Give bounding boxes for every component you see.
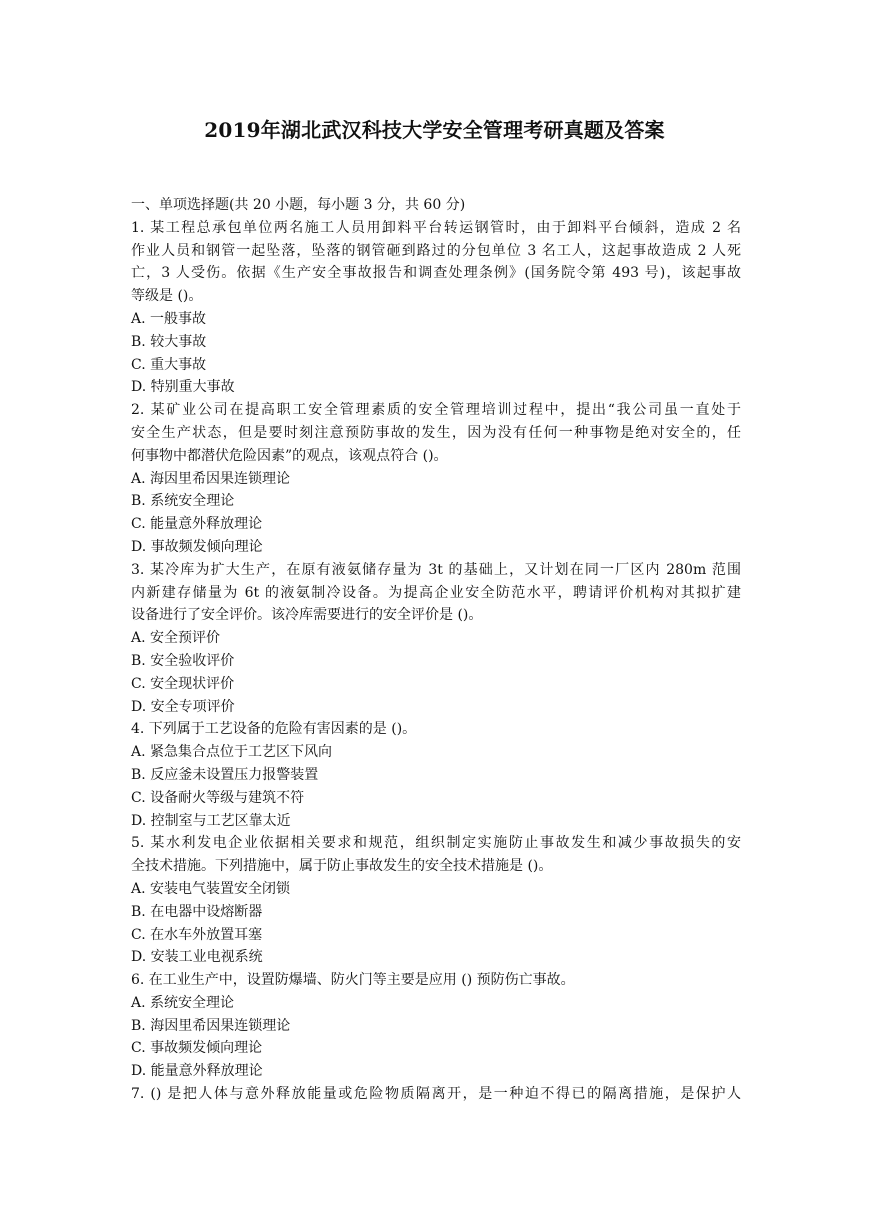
question-2-option-b: B. 系统安全理论 xyxy=(131,493,235,510)
question-4-option-d: D. 控制室与工艺区靠太近 xyxy=(131,812,291,829)
question-3-option-d: D. 安全专项评价 xyxy=(131,698,235,715)
question-6-line-1: 6. 在工业生产中，设置防爆墙、防火门等主要是应用 () 预防伤亡事故。 xyxy=(131,972,575,989)
question-6-option-c: C. 事故频发倾向理论 xyxy=(131,1040,263,1057)
question-5-option-d: D. 安装工业电视系统 xyxy=(131,949,263,966)
question-5-line-1: 5. 某水利发电企业依据相关要求和规范，组织制定实施防止事故发生和减少事故损失的安 xyxy=(131,835,741,852)
question-3-option-c: C. 安全现状评价 xyxy=(131,675,235,692)
question-6-option-b: B. 海因里希因果连锁理论 xyxy=(131,1017,291,1034)
question-3-option-b: B. 安全验收评价 xyxy=(131,652,235,669)
question-2-line-2: 安全生产状态，但是要时刻注意预防事故的发生，因为没有任何一种事物是绝对安全的，任 xyxy=(131,424,741,441)
question-4-option-b: B. 反应釜未设置压力报警装置 xyxy=(131,766,319,783)
document-body xyxy=(131,194,741,1106)
document-title: 2019年湖北武汉科技大学安全管理考研真题及答案 xyxy=(204,118,665,142)
question-3-line-3: 设备进行了安全评价。该冷库需要进行的安全评价是 ()。 xyxy=(131,607,483,624)
question-7-line-1: 7. () 是把人体与意外释放能量或危险物质隔离开，是一种迫不得已的隔离措施，是保护人 xyxy=(131,1086,741,1103)
question-2-line-1: 2. 某矿业公司在提高职工安全管理素质的安全管理培训过程中，提出“我公司虽一直处于 xyxy=(131,402,741,419)
question-4-line-1: 4. 下列属于工艺设备的危险有害因素的是 ()。 xyxy=(131,721,417,738)
question-5-line-2: 全技术措施。下列措施中，属于防止事故发生的安全技术措施是 ()。 xyxy=(131,858,553,875)
question-6-option-a: A. 系统安全理论 xyxy=(131,994,235,1011)
question-1-option-a: A. 一般事故 xyxy=(131,310,207,327)
question-6-option-d: D. 能量意外释放理论 xyxy=(131,1063,263,1080)
question-1-line-1: 1. 某工程总承包单位两名施工人员用卸料平台转运钢管时，由于卸料平台倾斜，造成 2 名 xyxy=(131,219,741,236)
question-1-line-2: 作业人员和钢管一起坠落，坠落的钢管砸到路过的分包单位 3 名工人，这起事故造成 2 人死 xyxy=(131,242,741,259)
question-3-line-2: 内新建存储量为 6t 的液氨制冷设备。为提高企业安全防范水平，聘请评价机构对其拟扩建 xyxy=(131,584,741,601)
question-2-option-c: C. 能量意外释放理论 xyxy=(131,516,263,533)
question-1-line-3: 亡，3 人受伤。依据《生产安全事故报告和调查处理条例》(国务院令第 493 号)，该起事故 xyxy=(131,265,741,282)
question-4-option-a: A. 紧急集合点位于工艺区下风向 xyxy=(131,744,333,761)
question-5-option-c: C. 在水车外放置耳塞 xyxy=(131,926,263,943)
question-3-option-a: A. 安全预评价 xyxy=(131,630,221,647)
question-1-option-c: C. 重大事故 xyxy=(131,356,207,373)
question-1-option-d: D. 特别重大事故 xyxy=(131,379,235,396)
question-1-option-b: B. 较大事故 xyxy=(131,333,207,350)
section-heading: 一、单项选择题(共 20 小题，每小题 3 分，共 60 分) xyxy=(131,197,466,213)
question-1-line-4: 等级是 ()。 xyxy=(131,288,203,305)
question-2-option-a: A. 海因里希因果连锁理论 xyxy=(131,470,291,487)
question-5-option-a: A. 安装电气装置安全闭锁 xyxy=(131,880,291,897)
question-4-option-c: C. 设备耐火等级与建筑不符 xyxy=(131,789,305,806)
question-2-option-d: D. 事故频发倾向理论 xyxy=(131,538,263,555)
question-2-line-3: 何事物中都潜伏危险因素”的观点，该观点符合 ()。 xyxy=(131,447,448,464)
question-3-line-1: 3. 某冷库为扩大生产，在原有液氨储存量为 3t 的基础上，又计划在同一厂区内 280m 范围 xyxy=(131,561,741,578)
question-5-option-b: B. 在电器中设熔断器 xyxy=(131,903,263,920)
